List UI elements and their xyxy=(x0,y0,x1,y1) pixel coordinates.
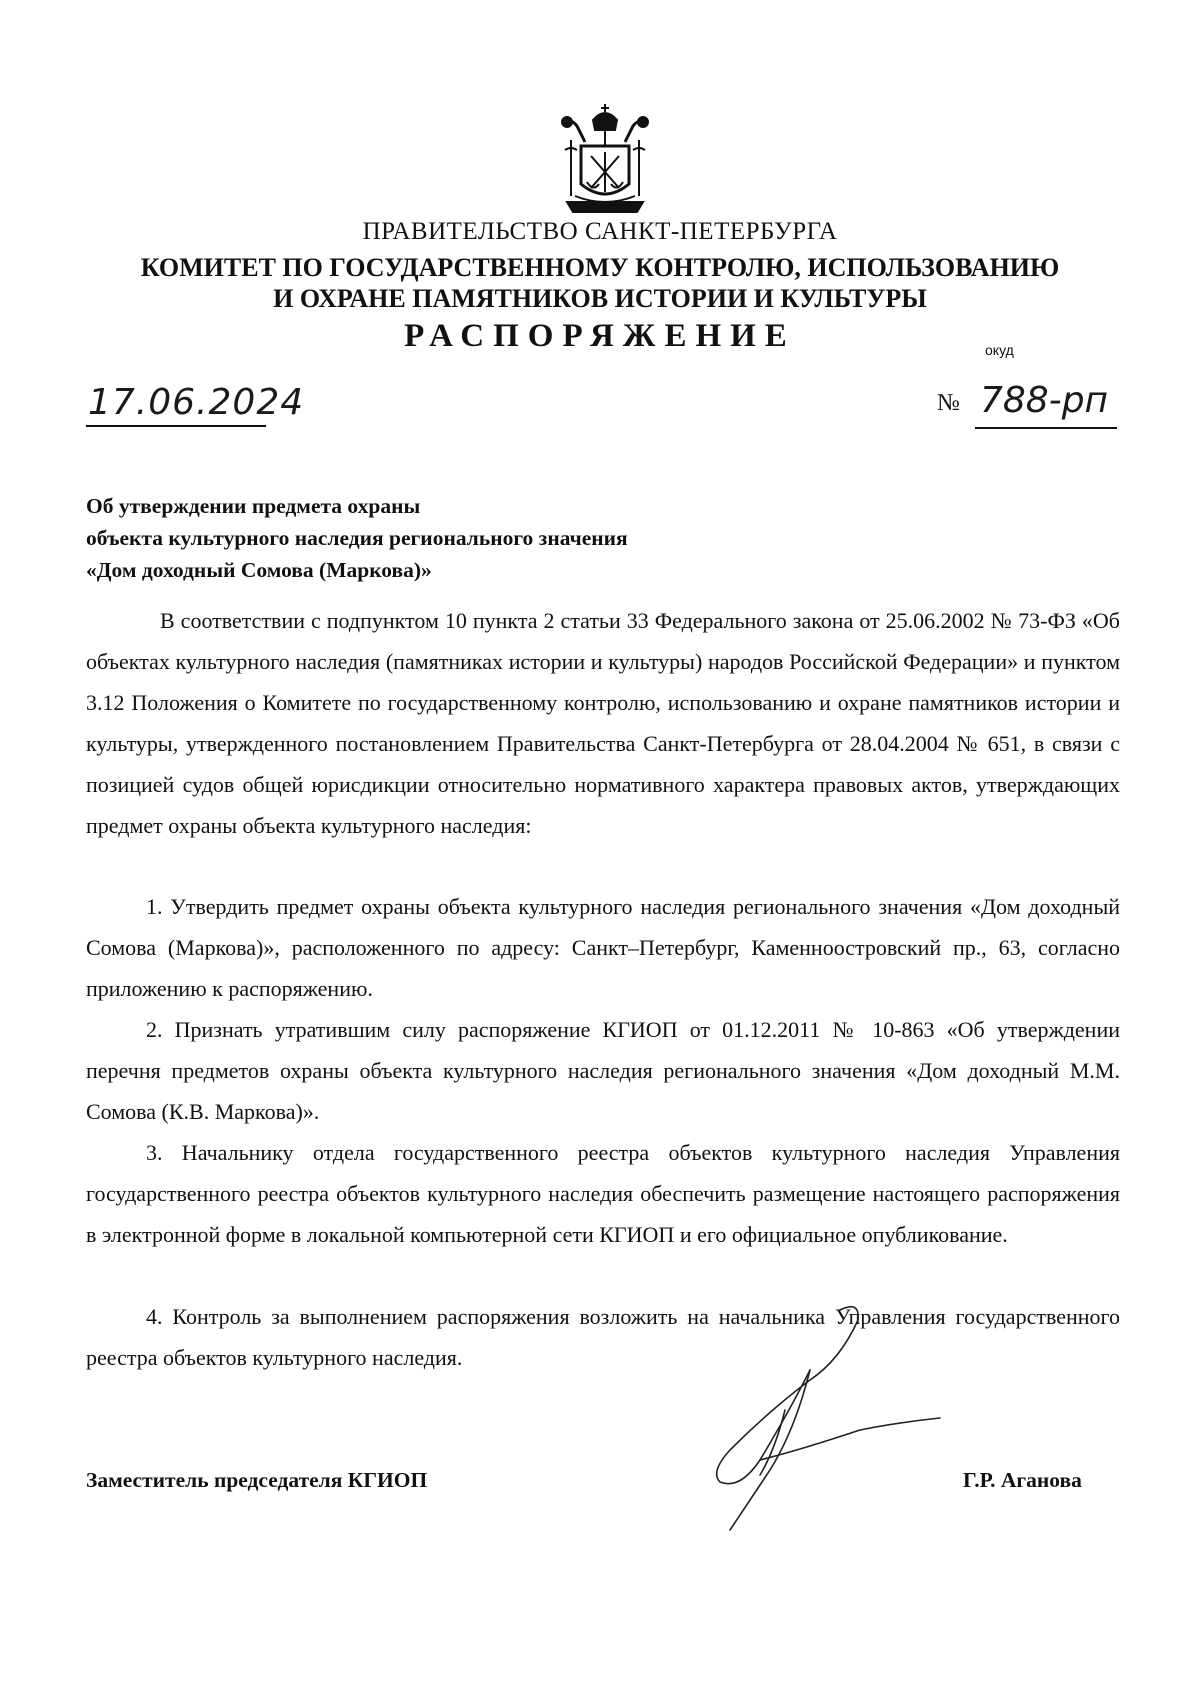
order-item-1: 1. Утвердить предмет охраны объекта культурного наследия регионального значения «Дом доходный Сомова (Маркова)», расположенного по адресу: Санкт–Петербург, Каменноостровский пр., 63, согласно приложению к распоряжению. xyxy=(86,894,1120,1001)
date-underline xyxy=(86,425,266,427)
okud-label: окуд xyxy=(985,342,1014,358)
coat-of-arms-icon xyxy=(545,100,665,220)
signatory-position: Заместитель председателя КГИОП xyxy=(86,1468,428,1492)
government-title: ПРАВИТЕЛЬСТВО САНКТ-ПЕТЕРБУРГА xyxy=(362,218,838,245)
order-item-2: 2. Признать утратившим силу распоряжение КГИОП от 01.12.2011 № 10-863 «Об утверждении перечня предметов охраны объекта культурного наследия регионального значения «Дом доходный М.М. Сомова (К.В. Маркова)». xyxy=(86,1017,1120,1124)
signatory-name: Г.Р. Аганова xyxy=(963,1468,1082,1492)
number-label: № xyxy=(937,390,960,416)
subject-line: Об утверждении предмета охраны xyxy=(86,494,421,518)
order-number: 788-рп xyxy=(980,380,1109,421)
preamble-paragraph: В соответствии с подпунктом 10 пункта 2 статьи 33 Федерального закона от 25.06.2002 № 73-ФЗ «Об объектах культурного наследия (памятниках истории и культуры) народов Российской Федерации» и пунктом 3.12 Положения о Комитете по государственному контролю, использованию и охране памятников истории и культуры, утвержденного постановлением Правительства Санкт-Петербурга от 28.04.2004 № 651, в связи с позицией судов общей юрисдикции относительно нормативного характера правовых актов, утверждающих предмет охраны объекта культурного наследия: xyxy=(86,608,1120,838)
document-type: РАСПОРЯЖЕНИЕ xyxy=(404,318,796,354)
order-item-3: 3. Начальнику отдела государственного реестра объектов культурного наследия Управления государственного реестра объектов культурного наследия обеспечить размещение настоящего распоряжения в электронной форме в локальной компьютерной сети КГИОП и его официальное опубликование. xyxy=(86,1140,1120,1247)
subject-line: «Дом доходный Сомова (Маркова)» xyxy=(86,558,432,582)
order-item-4: 4. Контроль за выполнением распоряжения возложить на начальника Управления государственного реестра объектов культурного наследия. xyxy=(86,1304,1120,1370)
subject-line: объекта культурного наследия регионального значения xyxy=(86,526,628,550)
order-date: 17.06.2024 xyxy=(88,382,305,423)
order-subject xyxy=(86,490,628,586)
number-underline xyxy=(975,427,1117,429)
handwritten-signature-icon xyxy=(690,1300,950,1550)
committee-title-line2: И ОХРАНЕ ПАМЯТНИКОВ ИСТОРИИ И КУЛЬТУРЫ xyxy=(273,284,927,313)
committee-title-line1: КОМИТЕТ ПО ГОСУДАРСТВЕННОМУ КОНТРОЛЮ, ИСПОЛЬЗОВАНИЮ xyxy=(140,253,1060,282)
